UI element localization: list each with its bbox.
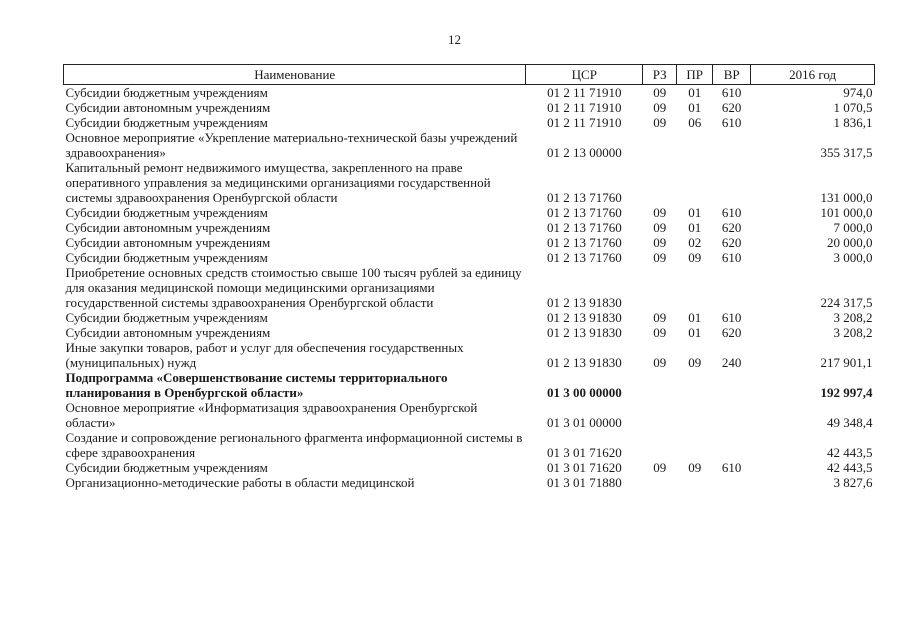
cell-sum: 20 000,0	[827, 235, 873, 250]
table-row	[64, 130, 875, 160]
cell-csr: 01 2 13 00000	[546, 145, 622, 160]
cell-pr	[677, 265, 713, 310]
table-row	[64, 460, 875, 475]
cell-rz	[643, 130, 677, 160]
cell-csr: 01 2 11 71910	[547, 115, 622, 130]
cell-sum: 7 000,0	[833, 220, 873, 235]
cell-name: Субсидии бюджетным учреждениям	[65, 460, 268, 475]
cell-vr	[713, 370, 751, 400]
cell-name: Основное мероприятие «Информатизация здравоохранения Оренбургской области»	[65, 400, 478, 430]
page-number: 12	[448, 32, 461, 47]
cell-sum: 42 443,5	[827, 460, 873, 475]
cell-csr: 01 3 01 71880	[546, 475, 622, 490]
cell-rz: 09	[653, 460, 667, 475]
cell-name: Субсидии бюджетным учреждениям	[65, 115, 268, 130]
header-rz: РЗ	[643, 65, 677, 85]
header-csr: ЦСР	[526, 65, 643, 85]
cell-vr	[713, 160, 751, 205]
cell-vr: 240	[721, 355, 742, 370]
cell-sum: 101 000,0	[820, 205, 873, 220]
cell-pr: 01	[688, 85, 702, 100]
cell-vr: 620	[721, 325, 742, 340]
cell-name: Субсидии автономным учреждениям	[65, 220, 271, 235]
cell-vr: 610	[721, 115, 742, 130]
cell-sum: 217 901,1	[820, 355, 873, 370]
table-row	[64, 115, 875, 130]
cell-pr: 09	[688, 460, 702, 475]
cell-name: Капитальный ремонт недвижимого имущества, закрепленного на праве оперативного управления за медицинскими организациями государственной системы здравоохранения Оренбургской области	[65, 160, 491, 205]
cell-pr	[677, 430, 713, 460]
cell-sum: 1 070,5	[833, 100, 873, 115]
header-pr: ПР	[677, 65, 713, 85]
cell-csr: 01 3 01 71620	[546, 460, 622, 475]
cell-csr: 01 2 13 71760	[546, 205, 622, 220]
cell-csr: 01 3 01 00000	[546, 415, 622, 430]
cell-rz	[643, 370, 677, 400]
cell-pr: 01	[688, 100, 702, 115]
cell-csr: 01 2 13 91830	[546, 325, 622, 340]
cell-sum: 3 827,6	[833, 475, 873, 490]
cell-rz	[643, 160, 677, 205]
cell-name: Приобретение основных средств стоимостью свыше 100 тысяч рублей за единицу для оказания медицинской помощи медицинскими организациями государственной системы здравоохранения Оренбургской области	[65, 265, 522, 310]
cell-vr: 620	[721, 100, 742, 115]
cell-name: Иные закупки товаров, работ и услуг для обеспечения государственных (муниципальных) нужд	[65, 340, 464, 370]
cell-name: Организационно-методические работы в области медицинской	[65, 475, 415, 490]
cell-rz: 09	[653, 325, 667, 340]
cell-rz: 09	[653, 85, 667, 100]
cell-name: Субсидии бюджетным учреждениям	[65, 310, 268, 325]
cell-sum: 974,0	[843, 85, 873, 100]
cell-vr	[713, 475, 751, 490]
cell-sum: 224 317,5	[820, 295, 873, 310]
table-row	[64, 370, 875, 400]
cell-name: Субсидии бюджетным учреждениям	[65, 85, 268, 100]
cell-rz: 09	[653, 250, 667, 265]
cell-csr: 01 2 13 71760	[546, 220, 622, 235]
cell-csr: 01 2 11 71910	[547, 85, 622, 100]
cell-csr: 01 2 13 91830	[546, 355, 622, 370]
cell-vr	[713, 430, 751, 460]
cell-sum: 355 317,5	[820, 145, 873, 160]
cell-pr	[677, 130, 713, 160]
table-row	[64, 205, 875, 220]
header-year: 2016 год	[751, 65, 875, 85]
table-body	[64, 85, 875, 491]
table-row	[64, 100, 875, 115]
table-row	[64, 340, 875, 370]
cell-rz	[643, 475, 677, 490]
cell-pr: 01	[688, 205, 702, 220]
cell-csr: 01 2 13 71760	[546, 190, 622, 205]
cell-name: Субсидии автономным учреждениям	[65, 100, 271, 115]
cell-sum: 42 443,5	[827, 445, 873, 460]
cell-csr: 01 3 01 71620	[546, 445, 622, 460]
cell-vr: 610	[721, 310, 742, 325]
table-row	[64, 310, 875, 325]
cell-csr: 01 2 13 71760	[546, 250, 622, 265]
cell-sum: 3 208,2	[833, 325, 873, 340]
cell-pr: 01	[688, 220, 702, 235]
cell-sum: 131 000,0	[820, 190, 873, 205]
table-row	[64, 250, 875, 265]
cell-pr: 09	[688, 355, 702, 370]
cell-pr	[677, 370, 713, 400]
cell-rz: 09	[653, 235, 667, 250]
cell-pr: 01	[688, 325, 702, 340]
cell-sum: 3 000,0	[833, 250, 873, 265]
cell-vr	[713, 130, 751, 160]
cell-name: Субсидии бюджетным учреждениям	[65, 250, 268, 265]
cell-vr: 610	[721, 85, 742, 100]
cell-name: Основное мероприятие «Укрепление материально-технической базы учреждений здравоохранения»	[65, 130, 518, 160]
cell-csr: 01 2 13 71760	[546, 235, 622, 250]
cell-pr: 06	[688, 115, 702, 130]
header-vr: ВР	[713, 65, 751, 85]
cell-rz: 09	[653, 310, 667, 325]
cell-vr: 610	[721, 250, 742, 265]
table-row	[64, 160, 875, 205]
cell-csr: 01 2 11 71910	[547, 100, 622, 115]
cell-csr: 01 2 13 91830	[546, 310, 622, 325]
cell-vr	[713, 265, 751, 310]
table-row	[64, 475, 875, 490]
cell-name: Субсидии автономным учреждениям	[65, 325, 271, 340]
budget-table	[63, 64, 875, 490]
cell-rz	[643, 265, 677, 310]
cell-pr	[677, 475, 713, 490]
header-name: Наименование	[64, 65, 526, 85]
cell-pr: 01	[688, 310, 702, 325]
cell-pr: 09	[688, 250, 702, 265]
table-row	[64, 85, 875, 101]
cell-csr: 01 3 00 00000	[546, 385, 622, 400]
table-row	[64, 400, 875, 430]
table-header-row	[64, 65, 875, 85]
cell-name: Субсидии бюджетным учреждениям	[65, 205, 268, 220]
cell-pr: 02	[688, 235, 702, 250]
cell-pr	[677, 400, 713, 430]
cell-vr: 610	[721, 460, 742, 475]
cell-vr: 620	[721, 220, 742, 235]
cell-rz: 09	[653, 115, 667, 130]
cell-sum: 1 836,1	[833, 115, 873, 130]
cell-vr: 620	[721, 235, 742, 250]
cell-sum: 3 208,2	[833, 310, 873, 325]
cell-rz: 09	[653, 220, 667, 235]
cell-rz	[643, 430, 677, 460]
table-row	[64, 325, 875, 340]
cell-vr	[713, 400, 751, 430]
cell-rz: 09	[653, 205, 667, 220]
cell-name: Субсидии автономным учреждениям	[65, 235, 271, 250]
cell-pr	[677, 160, 713, 205]
table-row	[64, 220, 875, 235]
cell-name: Создание и сопровождение регионального фрагмента информационной системы в сфере здравоохранения	[65, 430, 523, 460]
cell-name: Подпрограмма «Совершенствование системы территориального планирования в Оренбургской области»	[65, 370, 448, 400]
table-row	[64, 265, 875, 310]
cell-sum: 192 997,4	[820, 385, 873, 400]
cell-rz	[643, 400, 677, 430]
cell-sum: 49 348,4	[827, 415, 873, 430]
table-row	[64, 430, 875, 460]
table-row	[64, 235, 875, 250]
cell-vr: 610	[721, 205, 742, 220]
cell-rz: 09	[653, 100, 667, 115]
cell-csr: 01 2 13 91830	[546, 295, 622, 310]
cell-rz: 09	[653, 355, 667, 370]
